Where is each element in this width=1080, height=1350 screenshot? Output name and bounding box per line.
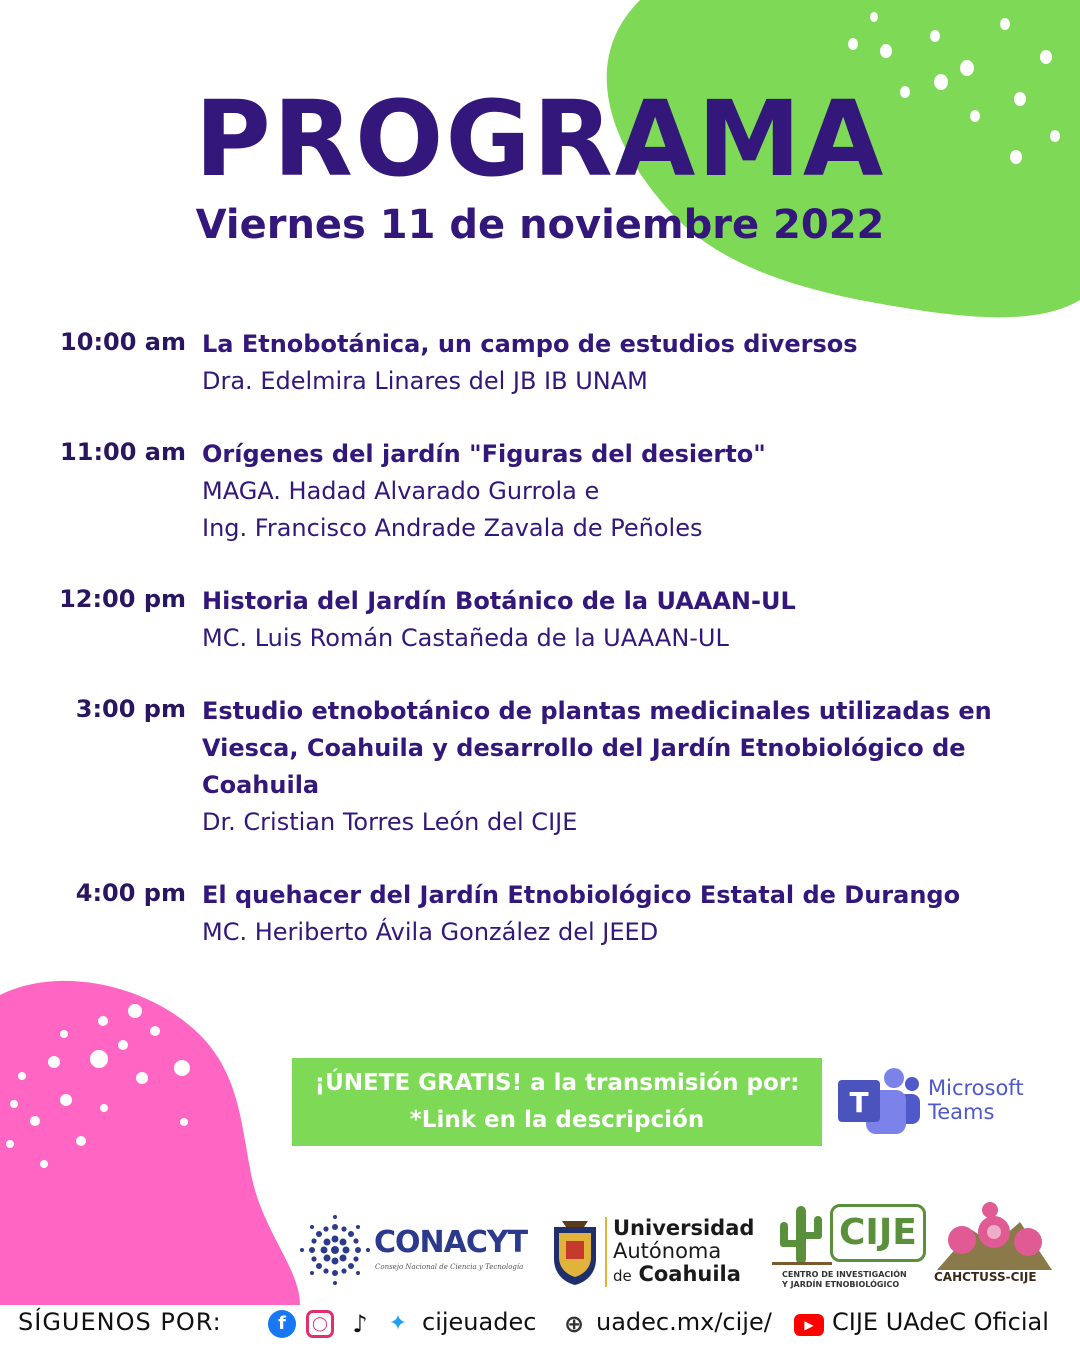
page-title: PROGRAMA [194, 78, 886, 200]
cije-sub-1: CENTRO DE INVESTIGACIÓN [782, 1270, 907, 1279]
speaker: MAGA. Hadad Alvarado Gurrola e [202, 477, 600, 505]
cahctuss-logo [930, 1200, 1060, 1295]
conacyt-dots-icon [300, 1215, 370, 1285]
twitter-icon[interactable]: ✦ [384, 1310, 412, 1338]
uadec-line-2: Autónoma [613, 1239, 722, 1263]
facebook-icon[interactable]: f [268, 1310, 296, 1338]
cahctuss-emblem-icon [932, 1200, 1057, 1272]
svg-text:T: T [849, 1086, 869, 1119]
uadec-logo [548, 1215, 753, 1290]
website-link[interactable]: uadec.mx/cije/ [596, 1308, 772, 1336]
talk-title: Coahuila [202, 771, 320, 799]
event-date: Viernes 11 de noviembre 2022 [195, 202, 885, 248]
cije-name: CIJE [830, 1204, 926, 1262]
talk-title: Historia del Jardín Botánico de la UAAAN-UL [202, 587, 796, 615]
conacyt-name: CONACYT [374, 1225, 528, 1260]
social-handle[interactable]: cijeuadec [422, 1308, 537, 1336]
speaker: MC. Luis Román Castañeda de la UAAAN-UL [202, 624, 729, 652]
uadec-divider [605, 1217, 607, 1287]
speaker: MC. Heriberto Ávila González del JEED [202, 918, 659, 946]
speaker: Ing. Francisco Andrade Zavala de Peñoles [202, 514, 703, 542]
cahctuss-name: CAHCTUSS-CIJE [934, 1270, 1037, 1284]
schedule-item [40, 436, 1050, 547]
teams-label-1: Microsoft [928, 1076, 1024, 1100]
talk-title: El quehacer del Jardín Etnobiológico Estatal de Durango [202, 881, 961, 909]
schedule-time: 11:00 am [60, 438, 186, 466]
follow-label: SÍGUENOS POR: [18, 1308, 222, 1336]
cactus-icon [772, 1202, 832, 1266]
uadec-shield-icon [548, 1217, 602, 1287]
uadec-line-3a: de [613, 1267, 632, 1285]
schedule-time: 12:00 pm [59, 585, 186, 613]
cije-sub-2: Y JARDÍN ETNOBIOLÓGICO [782, 1280, 900, 1289]
tiktok-icon[interactable]: ♪ [346, 1310, 374, 1338]
schedule-time: 10:00 am [60, 328, 186, 356]
talk-title: Viesca, Coahuila y desarrollo del Jardín Etnobiológico de [202, 734, 966, 762]
speaker: Dra. Edelmira Linares del JB IB UNAM [202, 367, 648, 395]
talk-title: La Etnobotánica, un campo de estudios diversos [202, 330, 858, 358]
youtube-icon[interactable]: ▶ [794, 1314, 824, 1336]
teams-label-2: Teams [928, 1100, 995, 1124]
conacyt-subtitle: Consejo Nacional de Ciencia y Tecnología [375, 1263, 524, 1271]
youtube-channel[interactable]: CIJE UAdeC Oficial [832, 1308, 1049, 1336]
conacyt-logo [300, 1215, 530, 1285]
join-line-1: ¡ÚNETE GRATIS! a la transmisión por: [314, 1070, 800, 1096]
globe-icon: ⊕ [560, 1310, 588, 1338]
schedule-time: 3:00 pm [75, 695, 186, 723]
schedule-item [40, 693, 1050, 841]
join-banner [292, 1058, 822, 1146]
schedule-item [40, 877, 1050, 951]
speaker: Dr. Cristian Torres León del CIJE [202, 808, 578, 836]
talk-title: Estudio etnobotánico de plantas medicinales utilizadas en [202, 697, 992, 725]
schedule-time: 4:00 pm [75, 879, 186, 907]
microsoft-teams-logo [836, 1066, 1046, 1140]
uadec-line-3b: Coahuila [638, 1262, 741, 1286]
schedule-list [40, 326, 1050, 987]
schedule-item [40, 583, 1050, 657]
social-footer [0, 1300, 1080, 1350]
cije-logo [772, 1202, 917, 1294]
pink-blob-decoration [0, 975, 300, 1305]
teams-icon [836, 1066, 922, 1140]
uadec-line-1: Universidad [613, 1216, 755, 1240]
join-line-2: *Link en la descripción [409, 1107, 705, 1133]
talk-title: Orígenes del jardín "Figuras del desierto" [202, 440, 766, 468]
instagram-icon[interactable]: ◯ [306, 1310, 334, 1338]
schedule-item [40, 326, 1050, 400]
